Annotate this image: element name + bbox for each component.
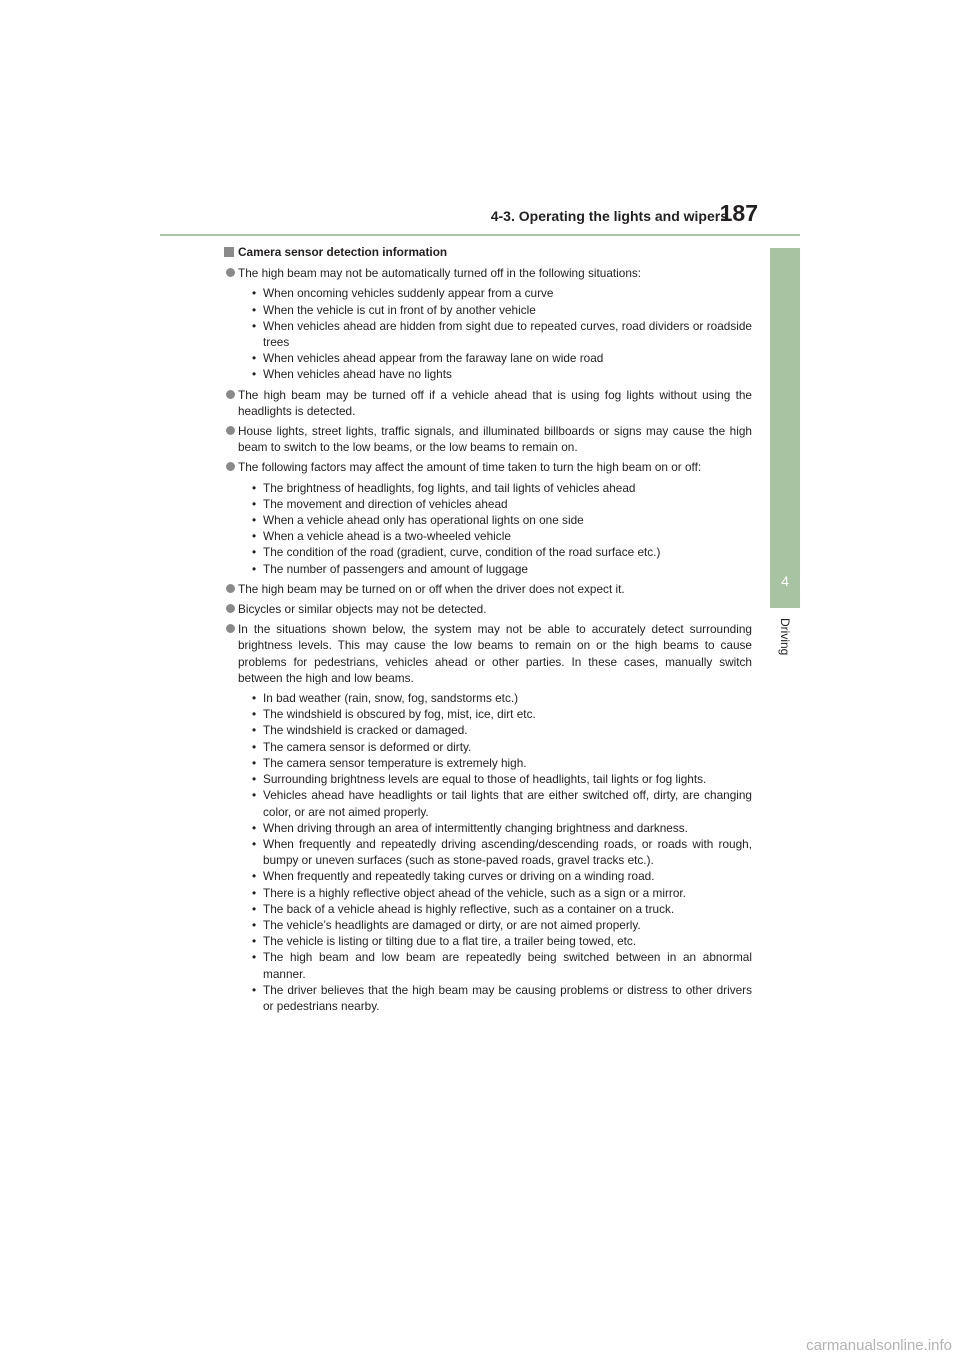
sub-list-item: • The brightness of headlights, fog lights, and tail lights of vehicles ahead (252, 480, 752, 496)
chapter-label (777, 618, 793, 678)
chapter-number: 4 (781, 573, 789, 589)
item-text: The high beam may be turned off if a vehicle ahead that is using fog lights without using the headlights is detected. (238, 387, 752, 418)
sub-list-item: • When driving through an area of intermittently changing brightness and darkness. (252, 820, 752, 836)
page-header (160, 198, 800, 236)
circle-bullet-icon (226, 426, 235, 435)
item-text: In the situations shown below, the system may not be able to accurately detect surrounding brightness levels. This may cause the low beams to remain on or the high beams to cause problems for pedestrians, vehicles ahead or other parties. In these cases, manually switch between the high and low beams. (238, 622, 752, 685)
sub-list (252, 480, 752, 577)
sub-list-item: • The camera sensor is deformed or dirty. (252, 739, 752, 755)
section-heading (224, 244, 752, 260)
circle-bullet-icon (226, 462, 235, 471)
sub-list-item: • The windshield is cracked or damaged. (252, 722, 752, 738)
item-text: Bicycles or similar objects may not be detected. (238, 602, 487, 617)
sub-list (252, 285, 752, 382)
sub-list-item: • The high beam and low beam are repeatedly being switched between in an abnormal manner. (252, 949, 752, 981)
section-heading-text: Camera sensor detection information (238, 245, 448, 259)
sub-list-item: • The movement and direction of vehicles ahead (252, 496, 752, 512)
page-content (226, 244, 752, 1018)
circle-bullet-icon (226, 604, 235, 613)
sub-list-item: • The condition of the road (gradient, curve, condition of the road surface etc.) (252, 544, 752, 560)
list-item (226, 459, 752, 576)
list-item (226, 423, 752, 455)
circle-bullet-icon (226, 268, 235, 277)
sub-list-item: • When a vehicle ahead only has operational lights on one side (252, 512, 752, 528)
sub-list-item: • The camera sensor temperature is extremely high. (252, 755, 752, 771)
sub-list-item: • The windshield is obscured by fog, mist, ice, dirt etc. (252, 706, 752, 722)
header-rule (160, 234, 800, 236)
sub-list-item: • In bad weather (rain, snow, fog, sandstorms etc.) (252, 690, 752, 706)
chapter-side-tab (770, 248, 800, 608)
sub-list-item: • The driver believes that the high beam may be causing problems or distress to other drivers or pedestrians nearby. (252, 982, 752, 1014)
item-text: House lights, street lights, traffic signals, and illuminated billboards or signs may cause the high beam to switch to the low beams, or the low beams to remain on. (238, 424, 752, 455)
item-text: The high beam may not be automatically turned off in the following situations: (238, 266, 642, 281)
sub-list-item: • When vehicles ahead are hidden from sight due to repeated curves, road dividers or roadside trees (252, 318, 752, 350)
watermark: carmanualsonline.info (806, 1337, 952, 1354)
sub-list-item: • Surrounding brightness levels are equal to those of headlights, tail lights or fog lights. (252, 771, 752, 787)
item-text: The high beam may be turned on or off when the driver does not expect it. (238, 581, 625, 596)
sub-list-item: • When oncoming vehicles suddenly appear from a curve (252, 285, 752, 301)
item-text: The following factors may affect the amount of time taken to turn the high beam on or off: (238, 460, 702, 475)
chapter-title: 4-3. Operating the lights and wipers (490, 208, 728, 224)
sub-list-item: • When a vehicle ahead is a two-wheeled vehicle (252, 528, 752, 544)
list-item (226, 601, 752, 617)
chapter-label-text: Driving (778, 618, 792, 656)
square-bullet-icon (224, 247, 234, 257)
sub-list-item: • The number of passengers and amount of luggage (252, 561, 752, 577)
sub-list (252, 690, 752, 1014)
list-item (226, 387, 752, 419)
sub-list-item: • When vehicles ahead have no lights (252, 366, 752, 382)
item-list (226, 265, 752, 1014)
sub-list-item: • The vehicle is listing or tilting due to a flat tire, a trailer being towed, etc. (252, 933, 752, 949)
sub-list-item: • Vehicles ahead have headlights or tail lights that are either switched off, dirty, are changing color, or are not aimed properly. (252, 787, 752, 819)
sub-list-item: • When vehicles ahead appear from the faraway lane on wide road (252, 350, 752, 366)
circle-bullet-icon (226, 584, 235, 593)
list-item (226, 581, 752, 597)
sub-list-item: • When frequently and repeatedly driving ascending/descending roads, or roads with rough, bumpy or uneven surfaces (such as stone-paved roads, gravel tracks etc.). (252, 836, 752, 868)
sub-list-item: • The back of a vehicle ahead is highly reflective, such as a container on a truck. (252, 901, 752, 917)
sub-list-item: • There is a highly reflective object ahead of the vehicle, such as a sign or a mirror. (252, 885, 752, 901)
circle-bullet-icon (226, 624, 235, 633)
circle-bullet-icon (226, 390, 235, 399)
sub-list-item: • When the vehicle is cut in front of by another vehicle (252, 302, 752, 318)
list-item (226, 265, 752, 382)
page-number: 187 (719, 200, 758, 226)
list-item (226, 621, 752, 1014)
sub-list-item: • When frequently and repeatedly taking curves or driving on a winding road. (252, 868, 752, 884)
sub-list-item: • The vehicle’s headlights are damaged or dirty, or are not aimed properly. (252, 917, 752, 933)
